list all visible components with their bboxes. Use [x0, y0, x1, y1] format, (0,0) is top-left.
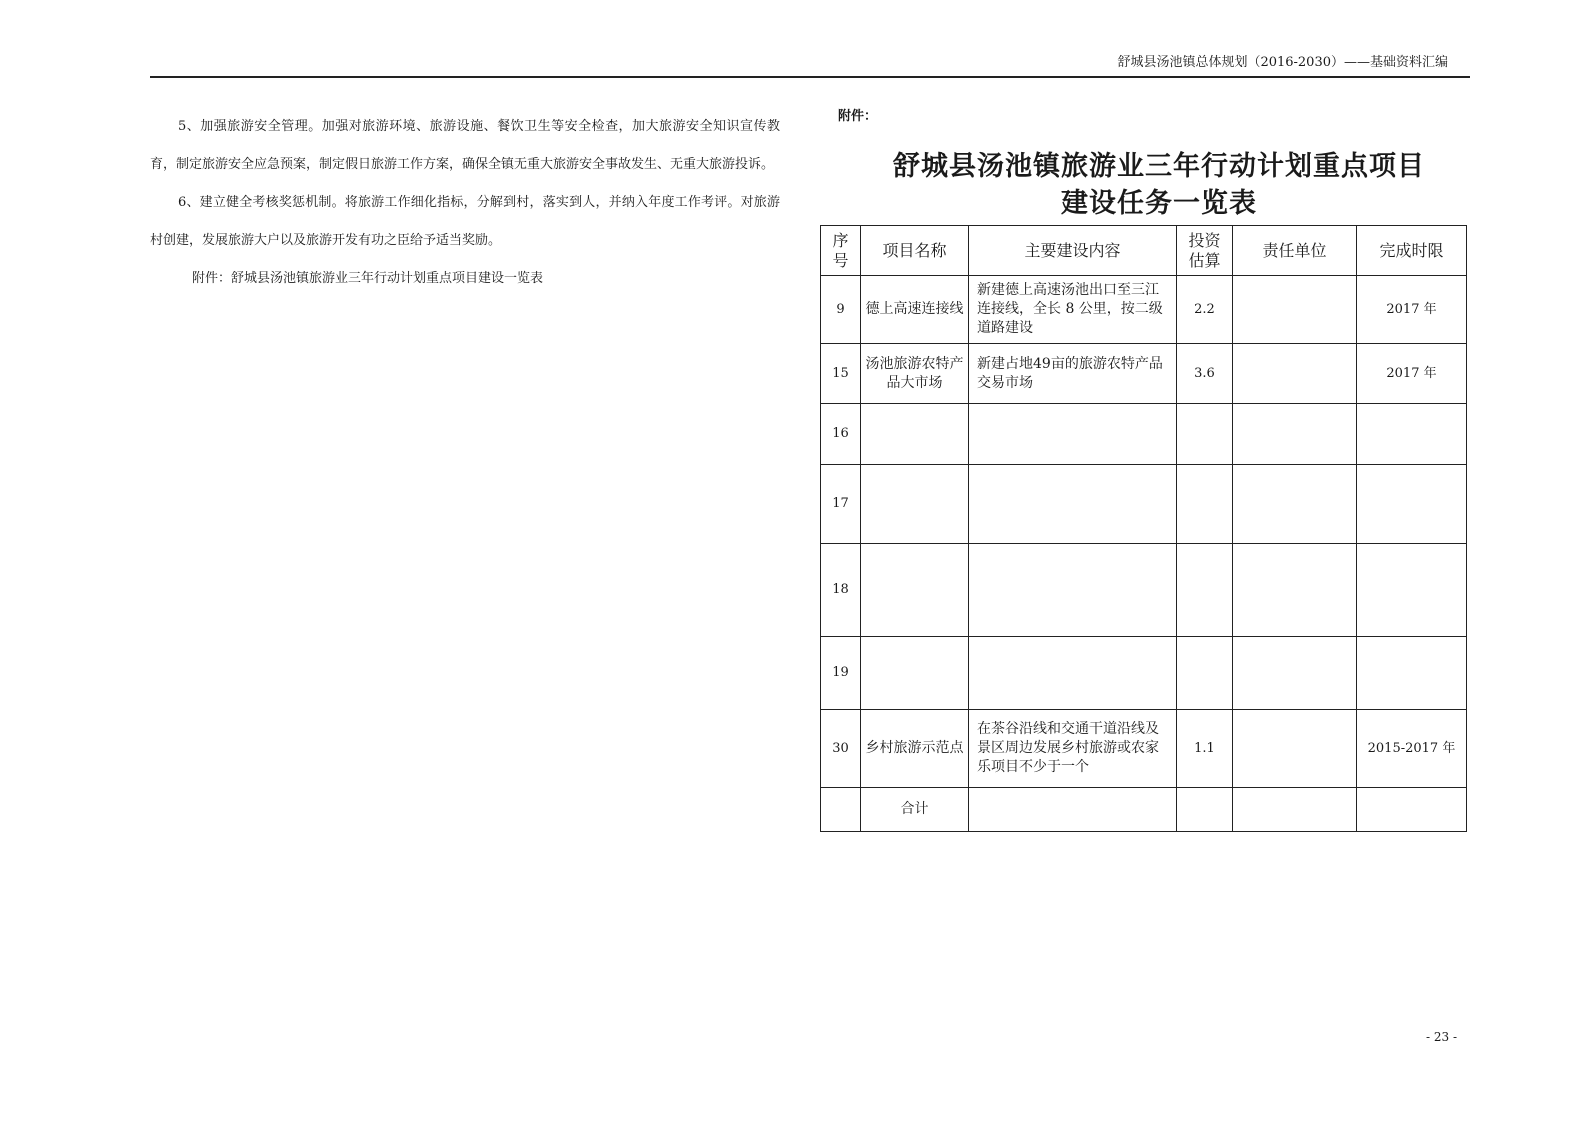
page-number: - 23 -	[1426, 1030, 1458, 1044]
cell-total-content	[969, 788, 1177, 832]
cell-deadline: 2017 年	[1357, 276, 1467, 344]
cell-seq: 17	[821, 465, 861, 544]
cell-content: 新建占地49亩的旅游农特产品交易市场	[969, 344, 1177, 404]
header-seq	[821, 226, 861, 276]
table-row	[821, 404, 1467, 465]
cell-invest: 1.1	[1177, 710, 1233, 788]
cell-seq: 30	[821, 710, 861, 788]
header-title: 舒城县汤池镇总体规划（2016-2030）——基础资料汇编	[1117, 55, 1448, 70]
header-deadline: 完成时限	[1357, 226, 1467, 276]
cell-invest	[1177, 637, 1233, 710]
table-row	[821, 544, 1467, 637]
cell-invest: 3.6	[1177, 344, 1233, 404]
project-table	[820, 225, 1467, 832]
cell-name	[861, 404, 969, 465]
cell-unit	[1233, 465, 1357, 544]
table-row	[821, 344, 1467, 404]
cell-content	[969, 404, 1177, 465]
cell-content: 新建德上高速汤池出口至三江连接线，全长 8 公里，按二级道路建设	[969, 276, 1177, 344]
cell-total-invest	[1177, 788, 1233, 832]
cell-unit	[1233, 637, 1357, 710]
table-header-row	[821, 226, 1467, 276]
cell-content: 在茶谷沿线和交通干道沿线及景区周边发展乡村旅游或农家乐项目不少于一个	[969, 710, 1177, 788]
cell-deadline	[1357, 637, 1467, 710]
table-title-line1: 舒城县汤池镇旅游业三年行动计划重点项目	[893, 151, 1425, 182]
cell-deadline: 2015-2017 年	[1357, 710, 1467, 788]
table-row	[821, 710, 1467, 788]
cell-name	[861, 637, 969, 710]
cell-seq: 9	[821, 276, 861, 344]
cell-unit	[1233, 544, 1357, 637]
cell-seq: 16	[821, 404, 861, 465]
header-content: 主要建设内容	[969, 226, 1177, 276]
table-row	[821, 637, 1467, 710]
header-invest-line1: 投资	[1188, 230, 1221, 250]
paragraph-safety: 5、加强旅游安全管理。加强对旅游环境、旅游设施、餐饮卫生等安全检查，加大旅游安全知识宣传教育，制定旅游安全应急预案，制定假日旅游工作方案，确保全镇无重大旅游安全事故发生、无重大旅游投诉。	[150, 119, 780, 172]
table-title-line2: 建设任务一览表	[1061, 188, 1257, 219]
table-row	[821, 465, 1467, 544]
cell-deadline	[1357, 404, 1467, 465]
cell-content	[969, 544, 1177, 637]
header-invest-line2: 估算	[1188, 250, 1221, 270]
cell-total-seq	[821, 788, 861, 832]
cell-invest	[1177, 404, 1233, 465]
cell-deadline: 2017 年	[1357, 344, 1467, 404]
cell-unit	[1233, 276, 1357, 344]
cell-unit	[1233, 710, 1357, 788]
header-unit: 责任单位	[1233, 226, 1357, 276]
cell-name: 德上高速连接线	[861, 276, 969, 344]
left-column	[150, 108, 780, 298]
cell-seq: 18	[821, 544, 861, 637]
cell-invest	[1177, 544, 1233, 637]
header-seq-line1: 序	[832, 230, 849, 250]
cell-invest	[1177, 465, 1233, 544]
cell-name	[861, 465, 969, 544]
paragraph-assessment: 6、建立健全考核奖惩机制。将旅游工作细化指标，分解到村，落实到人，并纳入年度工作考评。对旅游村创建，发展旅游大户以及旅游开发有功之臣给予适当奖励。	[150, 195, 780, 248]
cell-total-label: 合计	[861, 788, 969, 832]
cell-unit	[1233, 404, 1357, 465]
header-invest	[1177, 226, 1233, 276]
header-seq-line2: 号	[832, 250, 849, 270]
cell-content	[969, 465, 1177, 544]
running-header	[150, 54, 1470, 78]
cell-seq: 19	[821, 637, 861, 710]
cell-content	[969, 637, 1177, 710]
cell-total-unit	[1233, 788, 1357, 832]
cell-total-deadline	[1357, 788, 1467, 832]
cell-deadline	[1357, 465, 1467, 544]
cell-invest: 2.2	[1177, 276, 1233, 344]
table-row	[821, 276, 1467, 344]
paragraph-attachment-ref: 附件：舒城县汤池镇旅游业三年行动计划重点项目建设一览表	[192, 271, 544, 286]
table-title	[830, 148, 1488, 222]
attachment-label: 附件：	[838, 109, 878, 124]
cell-deadline	[1357, 544, 1467, 637]
cell-unit	[1233, 344, 1357, 404]
cell-name: 汤池旅游农特产品大市场	[861, 344, 969, 404]
cell-seq: 15	[821, 344, 861, 404]
cell-name: 乡村旅游示范点	[861, 710, 969, 788]
header-name: 项目名称	[861, 226, 969, 276]
table-total-row	[821, 788, 1467, 832]
cell-name	[861, 544, 969, 637]
